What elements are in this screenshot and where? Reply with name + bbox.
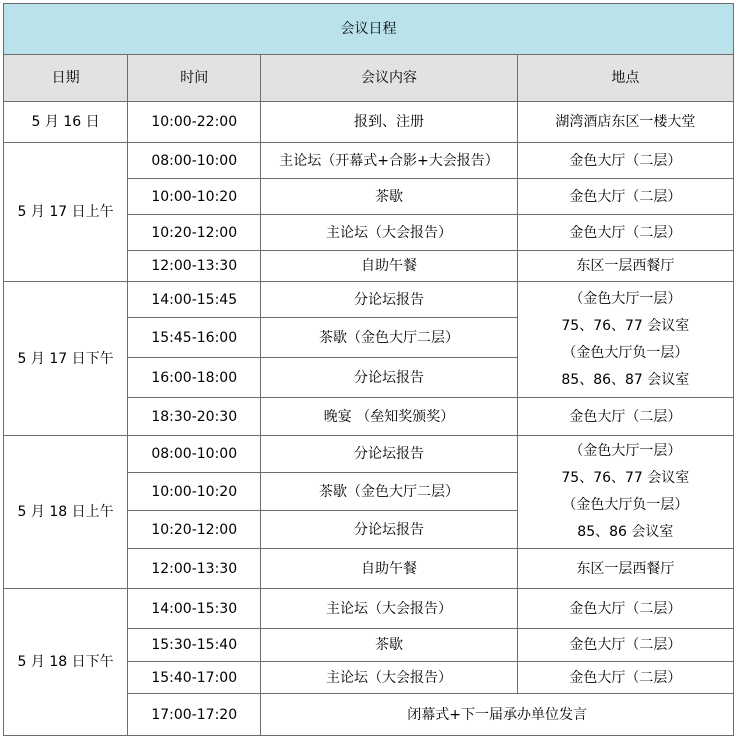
content-cell: 晚宴 （垒知奖颁奖） — [261, 398, 517, 436]
header-row — [4, 55, 734, 102]
content-cell: 主论坛（大会报告） — [261, 589, 517, 629]
content-cell: 茶歇（金色大厅二层） — [261, 318, 517, 358]
time-cell: 08:00-10:00 — [128, 143, 261, 179]
schedule-table — [3, 3, 734, 736]
date-cell: 5 月 18 日上午 — [4, 436, 128, 589]
date-cell: 5 月 17 日上午 — [4, 143, 128, 282]
content-cell: 自助午餐 — [261, 549, 517, 589]
time-cell: 18:30-20:30 — [128, 398, 261, 436]
time-cell: 10:20-12:00 — [128, 215, 261, 251]
time-cell: 15:30-15:40 — [128, 629, 261, 662]
time-cell: 10:00-10:20 — [128, 179, 261, 215]
header-time: 时间 — [128, 55, 261, 102]
content-cell: 分论坛报告 — [261, 358, 517, 398]
time-cell: 12:00-13:30 — [128, 549, 261, 589]
time-cell: 16:00-18:00 — [128, 358, 261, 398]
venue-line: （金色大厅负一层） — [562, 344, 689, 361]
title-row — [4, 4, 734, 55]
date-cell: 5 月 18 日下午 — [4, 589, 128, 736]
header-content: 会议内容 — [261, 55, 517, 102]
content-cell: 报到、注册 — [261, 102, 517, 143]
time-cell: 10:00-22:00 — [128, 102, 261, 143]
header-location: 地点 — [517, 55, 733, 102]
content-cell: 闭幕式+下一届承办单位发言 — [261, 694, 734, 736]
time-cell: 14:00-15:45 — [128, 282, 261, 318]
table-row — [4, 143, 734, 179]
date-cell: 5 月 17 日下午 — [4, 282, 128, 436]
date-cell: 5 月 16 日 — [4, 102, 128, 143]
time-cell: 10:00-10:20 — [128, 473, 261, 511]
header-date: 日期 — [4, 55, 128, 102]
content-cell: 主论坛（大会报告） — [261, 662, 517, 694]
location-cell: 金色大厅（二层） — [517, 662, 733, 694]
table-row — [4, 102, 734, 143]
venue-line: 85、86 会议室 — [577, 524, 674, 540]
content-cell: 茶歇 — [261, 179, 517, 215]
table-row — [4, 589, 734, 629]
content-cell: 茶歇 — [261, 629, 517, 662]
content-cell: 自助午餐 — [261, 251, 517, 282]
location-cell: 东区一层西餐厅 — [517, 251, 733, 282]
table-row — [4, 436, 734, 473]
time-cell: 15:45-16:00 — [128, 318, 261, 358]
table-row — [4, 282, 734, 318]
location-cell: 金色大厅（二层） — [517, 629, 733, 662]
location-cell: 金色大厅（二层） — [517, 215, 733, 251]
content-cell: 分论坛报告 — [261, 436, 517, 473]
content-cell: 分论坛报告 — [261, 511, 517, 549]
location-cell: 金色大厅（二层） — [517, 398, 733, 436]
content-cell: 茶歇（金色大厅二层） — [261, 473, 517, 511]
location-cell: 湖湾酒店东区一楼大堂 — [517, 102, 733, 143]
venue-cell — [517, 282, 733, 398]
venue-line: （金色大厅一层） — [569, 290, 682, 307]
content-cell: 主论坛（大会报告） — [261, 215, 517, 251]
location-cell: 金色大厅（二层） — [517, 143, 733, 179]
location-cell: 金色大厅（二层） — [517, 179, 733, 215]
content-cell: 分论坛报告 — [261, 282, 517, 318]
time-cell: 17:00-17:20 — [128, 694, 261, 736]
venue-line: 75、76、77 会议室 — [561, 317, 690, 334]
time-cell: 15:40-17:00 — [128, 662, 261, 694]
venue-cell — [517, 436, 733, 549]
location-cell: 东区一层西餐厅 — [517, 549, 733, 589]
content-cell: 主论坛（开幕式+合影+大会报告） — [261, 143, 517, 179]
venue-line: 85、86、87 会议室 — [561, 371, 690, 388]
time-cell: 10:20-12:00 — [128, 511, 261, 549]
location-cell: 金色大厅（二层） — [517, 589, 733, 629]
time-cell: 14:00-15:30 — [128, 589, 261, 629]
table-title: 会议日程 — [4, 4, 734, 55]
time-cell: 08:00-10:00 — [128, 436, 261, 473]
venue-line: （金色大厅一层） — [569, 443, 682, 459]
venue-line: 75、76、77 会议室 — [561, 470, 690, 486]
time-cell: 12:00-13:30 — [128, 251, 261, 282]
venue-line: （金色大厅负一层） — [562, 497, 689, 513]
